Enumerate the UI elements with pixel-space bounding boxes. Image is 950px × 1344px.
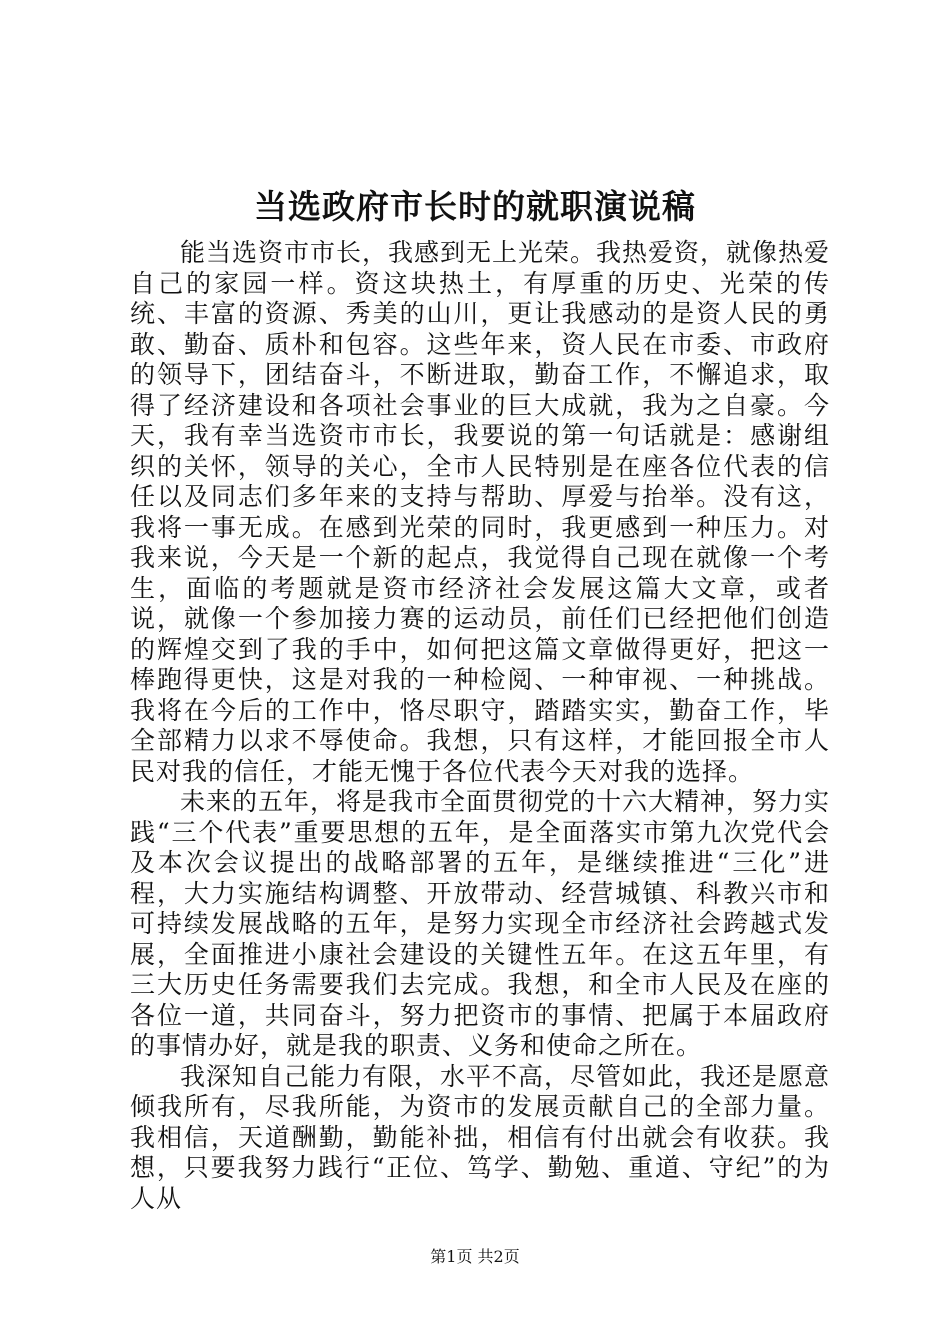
paragraph-2: 未来的五年，将是我市全面贯彻党的十六大精神，努力实践“三个代表”重要思想的五年，是全面落实市第九次党代会及本次会议提出的战略部署的五年，是继续推进“三化”进程，大力实施结构调整、开放带动、经营城镇、科教兴市和可持续发展战略的五年，是努力实现全市经济社会跨越式发展，全面推进小康社会建设的关键性五年。在这五年里，有三大历史任务需要我们去完成。我想，和全市人民及在座的各位一道，共同奋斗，努力把资市的事情、把属于本届政府的事情办好，就是我的职责、义务和使命之所在。 [130,787,831,1060]
document-title: 当选政府市长时的就职演说稿 [254,187,696,226]
paragraph-1: 能当选资市市长，我感到无上光荣。我热爱资，就像热爱自己的家园一样。资这块热土，有厚重的历史、光荣的传统、丰富的资源、秀美的山川，更让我感动的是资人民的勇敢、勤奋、质朴和包容。这些年来，资人民在市委、市政府的领导下，团结奋斗，不断进取，勤奋工作，不懈追求，取得了经济建设和各项社会事业的巨大成就，我为之自豪。今天，我有幸当选资市市长，我要说的第一句话就是：感谢组织的关怀，领导的关心，全市人民特别是在座各位代表的信任以及同志们多年来的支持与帮助、厚爱与抬举。没有这，我将一事无成。在感到光荣的同时，我更感到一种压力。对我来说，今天是一个新的起点，我觉得自己现在就像一个考生，面临的考题就是资市经济社会发展这篇大文章，或者说，就像一个参加接力赛的运动员，前任们已经把他们创造的辉煌交到了我的手中，如何把这篇文章做得更好，把这一棒跑得更快，这是对我的一种检阅、一种审视、一种挑战。我将在今后的工作中，恪尽职守，踏踏实实，勤奋工作，毕全部精力以求不辱使命。我想，只有这样，才能回报全市人民对我的信任，才能无愧于各位代表今天对我的选择。 [130,238,831,786]
document-body [130,238,830,1214]
paragraph-3: 我深知自己能力有限，水平不高，尽管如此，我还是愿意倾我所有，尽我所能，为资市的发展贡献自己的全部力量。我相信，天道酬勤，勤能补拙，相信有付出就会有收获。我想，只要我努力践行“正位、笃学、勤勉、重道、守纪”的为人从 [130,1061,831,1213]
page-number-footer: 第1页 共2页 [430,1247,520,1266]
